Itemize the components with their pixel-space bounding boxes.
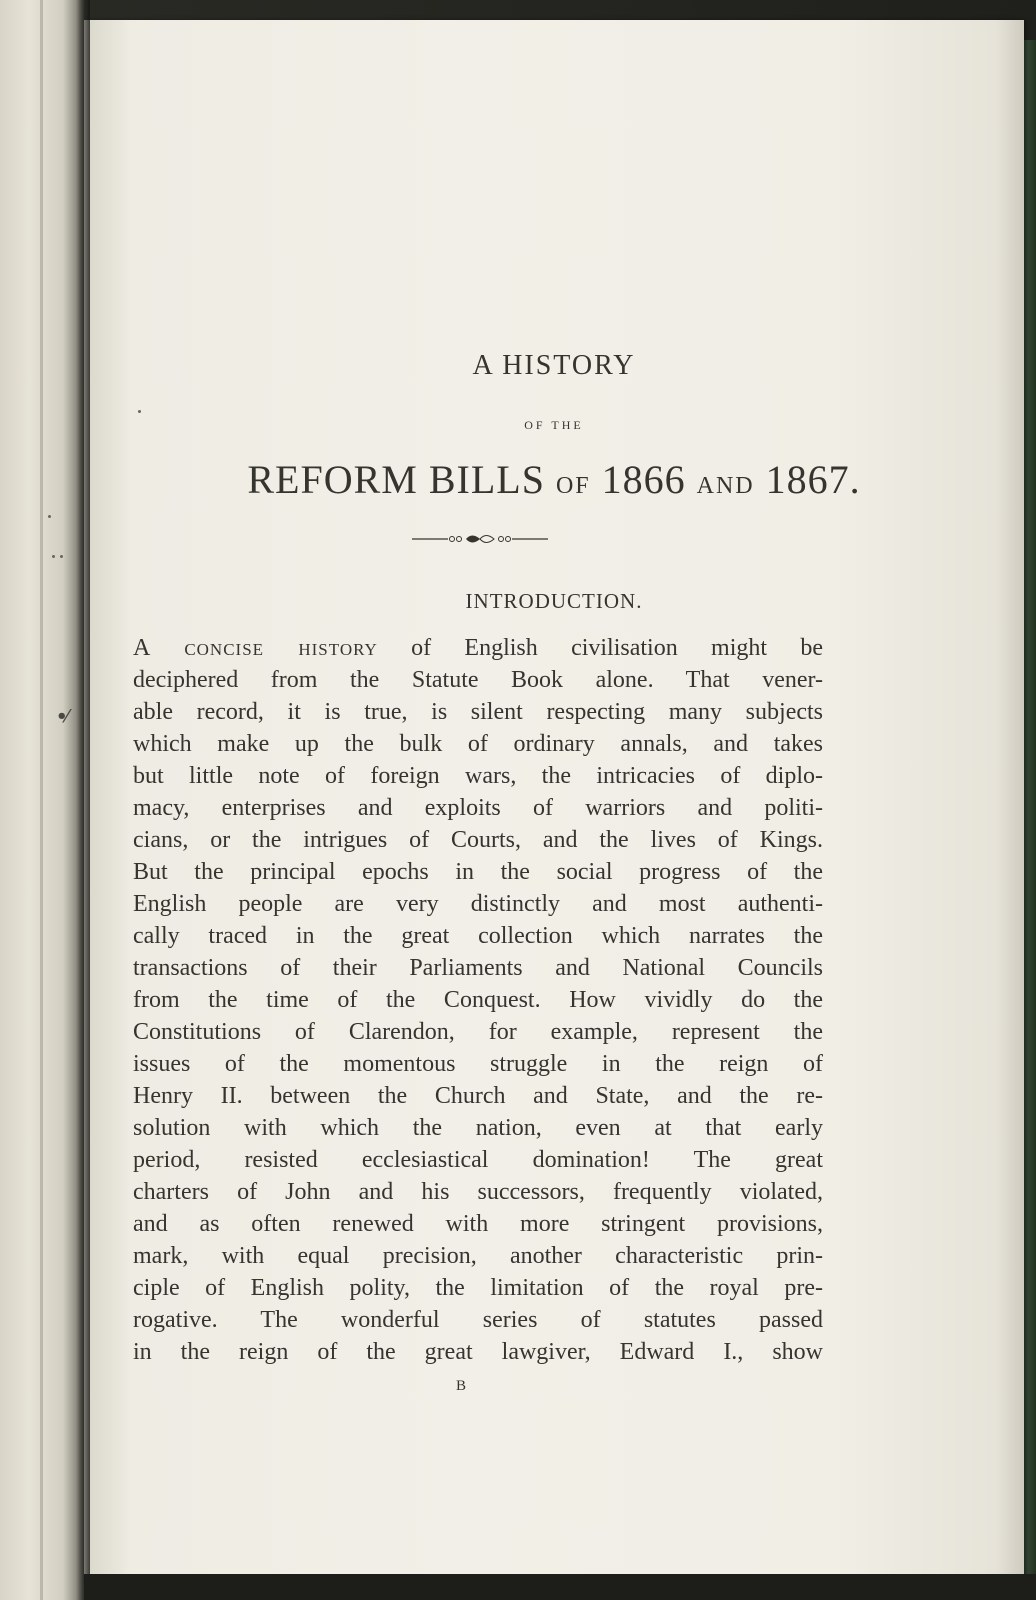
title-year-1: 1866 (601, 457, 686, 502)
body-line: cally traced in the great collection which narrates the (133, 923, 823, 949)
body-line: cians, or the intrigues of Courts, and the lives of Kings. (133, 827, 823, 853)
body-line: Henry II. between the Church and State, and the re- (133, 1083, 823, 1109)
body-line: which make up the bulk of ordinary annals, and takes (133, 731, 823, 757)
body-text (133, 632, 823, 1368)
body-line: mark, with equal precision, another characteristic prin- (133, 1243, 823, 1269)
body-line: in the reign of the great lawgiver, Edward I., show (133, 1339, 823, 1365)
body-line: issues of the momentous struggle in the reign of (133, 1051, 823, 1077)
bottom-shadow (84, 1574, 1036, 1600)
margin-speck (52, 555, 55, 558)
body-line: but little note of foreign wars, the intricacies of diplo- (133, 763, 823, 789)
body-line: English people are very distinctly and most authenti- (133, 891, 823, 917)
left-page-crease (40, 0, 43, 1600)
body-line: able record, it is true, is silent respecting many subjects (133, 699, 823, 725)
margin-pencil-mark: •⁄ (56, 706, 67, 727)
margin-speck (48, 515, 51, 518)
spine-shadow (76, 0, 90, 1600)
title-main: REFORM BILLS (247, 457, 545, 502)
body-line: transactions of their Parliaments and National Councils (133, 955, 823, 981)
body-line: period, resisted ecclesiastical domination! The great (133, 1147, 823, 1173)
margin-speck (60, 555, 63, 558)
body-line: solution with which the nation, even at that early (133, 1115, 823, 1141)
body-line: But the principal epochs in the social progress of the (133, 859, 823, 885)
body-line: A concise history of English civilisation might be (133, 635, 823, 661)
body-line: charters of John and his successors, frequently violated, (133, 1179, 823, 1205)
body-line: and as often renewed with more stringent provisions, (133, 1211, 823, 1237)
margin-speck (138, 410, 141, 413)
title-line-1: A HISTORY (472, 350, 636, 381)
title-and: AND (696, 473, 755, 499)
title-line-2: OF THE (524, 418, 584, 432)
section-heading: INTRODUCTION. (465, 589, 643, 613)
ornament-divider-icon (412, 532, 548, 546)
body-line: Constitutions of Clarendon, for example, represent the (133, 1019, 823, 1045)
title-line-3 (84, 456, 1024, 503)
body-line: deciphered from the Statute Book alone. That vener- (133, 667, 823, 693)
body-line: macy, enterprises and exploits of warriors and politi- (133, 795, 823, 821)
title-of: OF (555, 473, 591, 499)
opening-smallcaps: A concise history (133, 635, 378, 661)
signature-mark: B (456, 1378, 467, 1394)
title-year-2: 1867. (765, 457, 861, 502)
body-line: from the time of the Conquest. How vividly do the (133, 987, 823, 1013)
body-line: ciple of English polity, the limitation of the royal pre- (133, 1275, 823, 1301)
body-line: rogative. The wonderful series of statutes passed (133, 1307, 823, 1333)
